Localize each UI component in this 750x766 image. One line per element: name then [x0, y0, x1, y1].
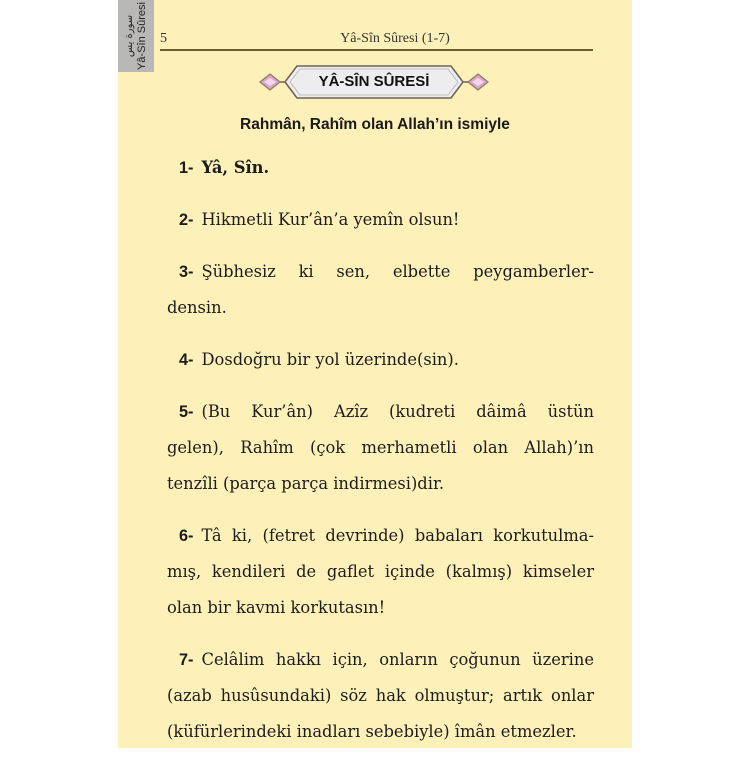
verse-text: tenzîli (parça parça indirmesi)dir. — [167, 474, 445, 493]
verse-6 — [167, 518, 594, 626]
surah-side-tab — [118, 0, 154, 72]
verse-text: (küfürlerindeki inadları sebebiyle) îmân etmezler. — [167, 722, 577, 741]
running-head: Yâ-Sîn Sûresi (1-7) — [340, 31, 450, 46]
verse-7 — [167, 642, 594, 750]
verse-list — [167, 150, 594, 766]
surah-title-banner — [250, 63, 498, 101]
verse-text: (Bu Kur’ân) Azîz (kudreti dâimâ üstün — [201, 402, 594, 421]
page-number: 5 — [160, 31, 167, 46]
verse-text: Şübhesiz ki sen, elbette peygamberler- — [201, 262, 594, 281]
verse-1 — [179, 150, 594, 186]
verse-number: 5- — [179, 403, 194, 421]
verse-text: olan bir kavmi korkutasın! — [167, 598, 386, 617]
verse-number: 2- — [179, 211, 194, 229]
verse-text: (azab husûsundaki) söz hak olmuştur; artık onlar — [167, 686, 594, 705]
verse-5 — [167, 394, 594, 502]
header-rule — [160, 49, 593, 51]
verse-number: 6- — [179, 527, 194, 545]
verse-number: 7- — [179, 651, 194, 669]
surah-title: YÂ-SÎN SÛRESİ — [318, 73, 430, 90]
verse-text: Dosdoğru bir yol üzerinde(sin). — [201, 350, 459, 369]
verse-text: gelen), Rahîm (çok merhametli olan Allah)’ın — [167, 438, 594, 457]
verse-text: Yâ, Sîn. — [201, 158, 270, 177]
verse-text: mış, kendileri de gaflet içinde (kalmış) kimseler — [167, 562, 594, 581]
verse-number: 4- — [179, 351, 194, 369]
verse-4 — [179, 342, 594, 378]
basmala: Rahmân, Rahîm olan Allah’ın ismiyle — [240, 116, 510, 133]
verse-text: Celâlim hakkı için, onların çoğunun üzerine — [201, 650, 594, 669]
verse-number: 1- — [179, 159, 194, 177]
verse-text: Tâ ki, (fetret devrinde) babaları korkutulma- — [201, 526, 594, 545]
verse-text: densin. — [167, 298, 227, 317]
verse-3 — [167, 254, 594, 326]
verse-2 — [179, 202, 594, 238]
side-tab-label: Yâ-Sîn Sûresi — [136, 2, 148, 70]
side-tab-arabic: سورة يس — [124, 14, 135, 58]
verse-text: Hikmetli Kur’ân’a yemîn olsun! — [201, 210, 460, 229]
verse-number: 3- — [179, 263, 194, 281]
